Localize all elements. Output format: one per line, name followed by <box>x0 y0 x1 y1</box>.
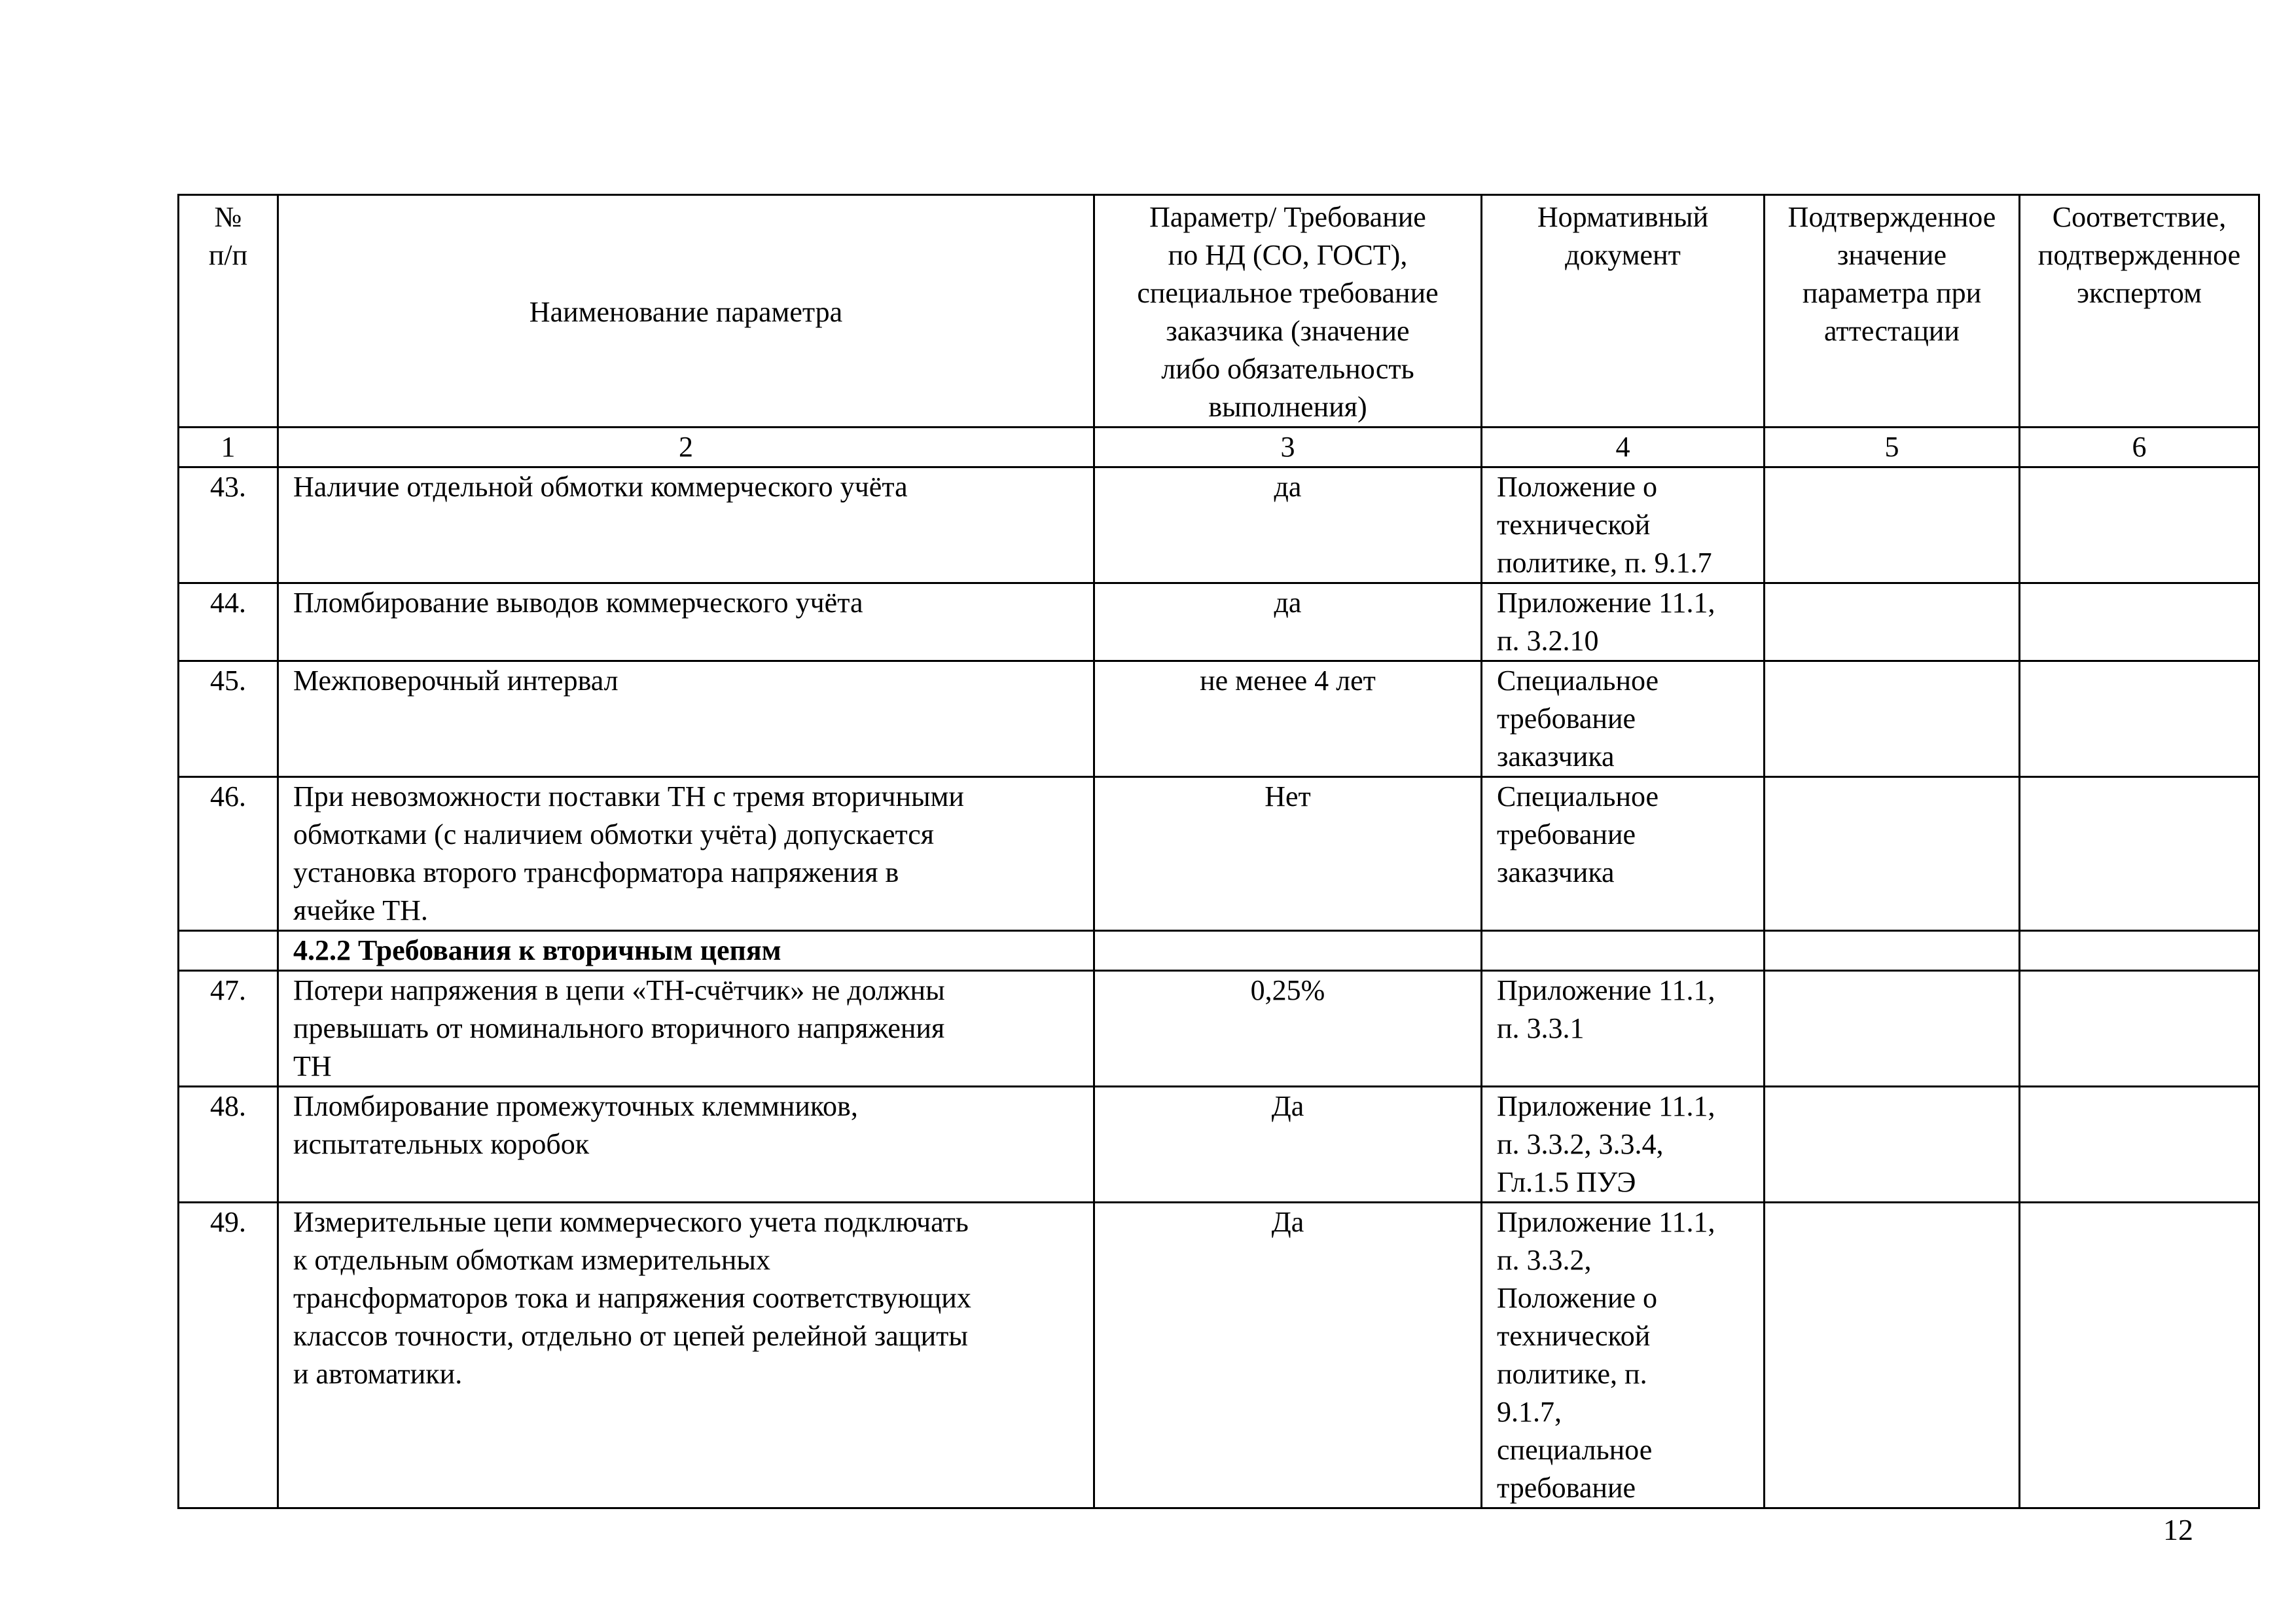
header-num: № п/п <box>179 195 278 428</box>
row-number: 45. <box>179 661 278 777</box>
expert-compliance <box>2020 1087 2259 1203</box>
header-name: Наименование параметра <box>278 195 1094 428</box>
section-row <box>179 931 2259 971</box>
confirmed-value <box>1765 583 2020 661</box>
parameter-name: При невозможности поставки ТН с тремя вторичными обмотками (с наличием обмотки учёта) допускается установка второго трансформатора напряжения в ячейке ТН. <box>278 777 1094 931</box>
requirements-table <box>177 194 2260 1509</box>
column-index: 4 <box>1482 428 1765 467</box>
normative-document: Приложение 11.1, п. 3.2.10 <box>1482 583 1765 661</box>
table-row <box>179 777 2259 931</box>
header-param: Параметр/ Требование по НД (СО, ГОСТ), специальное требование заказчика (значение либо обязательность выполнения) <box>1094 195 1482 428</box>
parameter-value: да <box>1094 583 1482 661</box>
row-number: 49. <box>179 1203 278 1508</box>
normative-document: Приложение 11.1, п. 3.3.2, 3.3.4, Гл.1.5 ПУЭ <box>1482 1087 1765 1203</box>
parameter-value: Да <box>1094 1203 1482 1508</box>
column-index-row <box>179 428 2259 467</box>
parameter-name: Межповерочный интервал <box>278 661 1094 777</box>
expert-compliance <box>2020 467 2259 583</box>
row-number: 47. <box>179 971 278 1087</box>
column-index: 2 <box>278 428 1094 467</box>
normative-document: Специальное требование заказчика <box>1482 777 1765 931</box>
column-index: 5 <box>1765 428 2020 467</box>
expert-compliance <box>2020 1203 2259 1508</box>
expert-compliance <box>2020 661 2259 777</box>
section-empty-cell <box>2020 931 2259 971</box>
table-row <box>179 467 2259 583</box>
row-number: 44. <box>179 583 278 661</box>
header-compliance: Соответствие, подтвержденное экспертом <box>2020 195 2259 428</box>
section-empty-cell <box>1765 931 2020 971</box>
parameter-value: Нет <box>1094 777 1482 931</box>
section-title: 4.2.2 Требования к вторичным цепям <box>278 931 1094 971</box>
parameter-value: 0,25% <box>1094 971 1482 1087</box>
header-doc: Нормативный документ <box>1482 195 1765 428</box>
normative-document: Приложение 11.1, п. 3.3.2, Положение о технической политике, п. 9.1.7, специальное требование <box>1482 1203 1765 1508</box>
section-empty-num <box>179 931 278 971</box>
parameter-name: Пломбирование промежуточных клеммников, испытательных коробок <box>278 1087 1094 1203</box>
requirements-sheet <box>177 194 2258 1503</box>
expert-compliance <box>2020 971 2259 1087</box>
parameter-name: Наличие отдельной обмотки коммерческого учёта <box>278 467 1094 583</box>
column-index: 3 <box>1094 428 1482 467</box>
confirmed-value <box>1765 971 2020 1087</box>
row-number: 48. <box>179 1087 278 1203</box>
page-number: 12 <box>2163 1513 2193 1546</box>
parameter-value: не менее 4 лет <box>1094 661 1482 777</box>
normative-document: Специальное требование заказчика <box>1482 661 1765 777</box>
parameter-value: да <box>1094 467 1482 583</box>
confirmed-value <box>1765 1087 2020 1203</box>
table-row <box>179 583 2259 661</box>
header-confirmed: Подтвержденное значение параметра при аттестации <box>1765 195 2020 428</box>
row-number: 43. <box>179 467 278 583</box>
expert-compliance <box>2020 583 2259 661</box>
parameter-name: Измерительные цепи коммерческого учета подключать к отдельным обмоткам измерительных трансформаторов тока и напряжения соответствующих классов точности, отдельно от цепей релейной защиты и автоматики. <box>278 1203 1094 1508</box>
table-header-row <box>179 195 2259 428</box>
column-index: 1 <box>179 428 278 467</box>
table-row <box>179 1203 2259 1508</box>
parameter-name: Пломбирование выводов коммерческого учёта <box>278 583 1094 661</box>
section-empty-cell <box>1482 931 1765 971</box>
parameter-value: Да <box>1094 1087 1482 1203</box>
confirmed-value <box>1765 467 2020 583</box>
section-empty-cell <box>1094 931 1482 971</box>
parameter-name: Потери напряжения в цепи «ТН-счётчик» не должны превышать от номинального вторичного напряжения ТН <box>278 971 1094 1087</box>
normative-document: Приложение 11.1, п. 3.3.1 <box>1482 971 1765 1087</box>
confirmed-value <box>1765 1203 2020 1508</box>
table-row <box>179 971 2259 1087</box>
normative-document: Положение о технической политике, п. 9.1.7 <box>1482 467 1765 583</box>
table-row <box>179 1087 2259 1203</box>
expert-compliance <box>2020 777 2259 931</box>
column-index: 6 <box>2020 428 2259 467</box>
row-number: 46. <box>179 777 278 931</box>
table-row <box>179 661 2259 777</box>
confirmed-value <box>1765 661 2020 777</box>
confirmed-value <box>1765 777 2020 931</box>
